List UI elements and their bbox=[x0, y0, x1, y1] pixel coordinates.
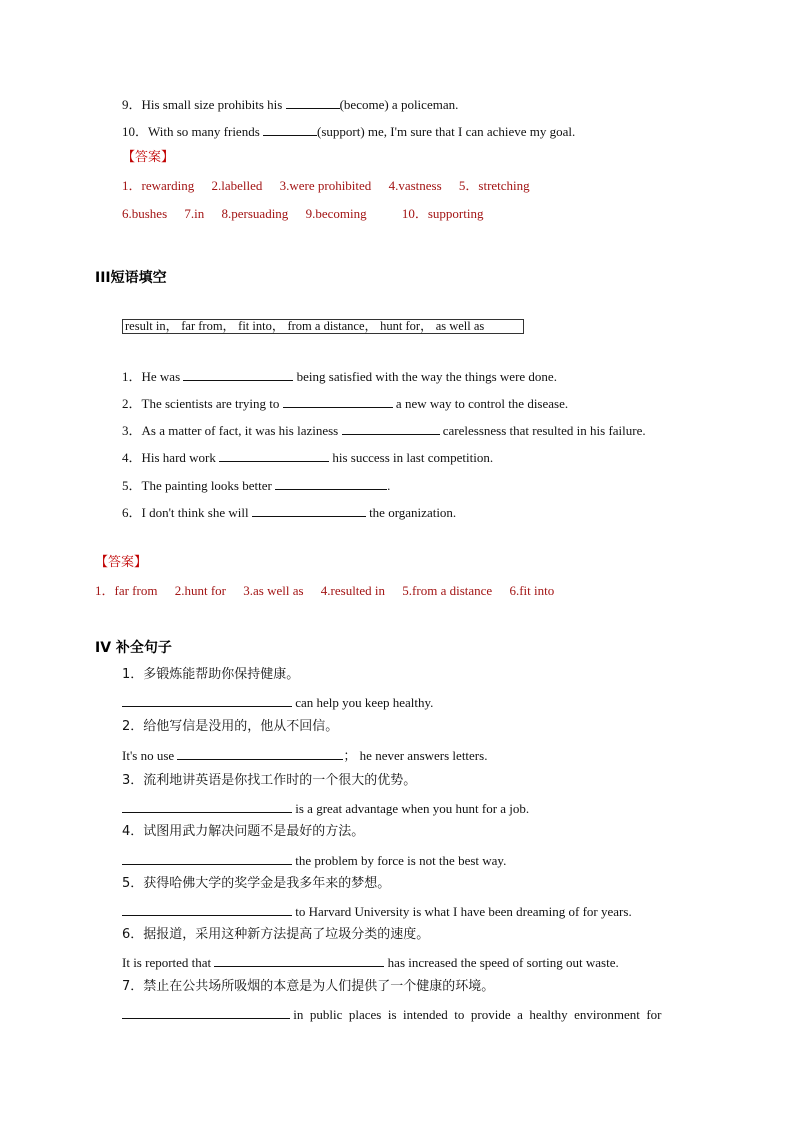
question-10: 10．With so many friends (support) me, I'm sure that I can achieve my goal. bbox=[122, 124, 576, 139]
answer-blank[interactable] bbox=[183, 368, 293, 381]
phrase-item-5: 5．The painting looks better . bbox=[122, 478, 391, 493]
phrase-item-1: 1．He was being satisfied with the way the things were done. bbox=[122, 369, 557, 384]
answer-blank[interactable] bbox=[263, 123, 317, 136]
answer-blank[interactable] bbox=[122, 694, 292, 707]
answer-row-1: 1．rewarding 2.labelled 3.were prohibited 4.vastness 5．stretching bbox=[122, 178, 530, 193]
sentence-answer-6: It is reported that has increased the speed of sorting out waste. bbox=[122, 955, 619, 970]
sentence-prompt-7: 7．禁止在公共场所吸烟的本意是为人们提供了一个健康的环境。 bbox=[122, 979, 495, 994]
sentence-prompt-5: 5．获得哈佛大学的奖学金是我多年来的梦想。 bbox=[122, 876, 391, 891]
answer-blank[interactable] bbox=[122, 903, 292, 916]
answer-blank[interactable] bbox=[122, 852, 292, 865]
sentence-prompt-3: 3．流利地讲英语是你找工作时的一个很大的优势。 bbox=[122, 773, 417, 788]
answer-blank[interactable] bbox=[275, 477, 387, 490]
sentence-answer-3: is a great advantage when you hunt for a job. bbox=[122, 800, 529, 817]
phrase-bank: result in， far from， fit into， from a distance， hunt for， as well as bbox=[122, 319, 524, 334]
answer-blank[interactable] bbox=[122, 1006, 290, 1019]
section-title-sentences: IV 补全句子 bbox=[95, 640, 172, 656]
section-title-phrases: III短语填空 bbox=[95, 270, 167, 286]
answer-blank[interactable] bbox=[342, 422, 440, 435]
sentence-answer-1: can help you keep healthy. bbox=[122, 694, 433, 711]
answer-header: 【答案】 bbox=[95, 555, 148, 570]
sentence-answer-2: It's no use ； he never answers letters. bbox=[122, 748, 488, 763]
answer-blank[interactable] bbox=[214, 954, 384, 967]
sentence-answer-4: the problem by force is not the best way. bbox=[122, 852, 506, 869]
sentence-answer-7: in public places is intended to provide a healthy environment for bbox=[122, 1006, 662, 1023]
answer-blank[interactable] bbox=[252, 504, 366, 517]
sentence-prompt-2: 2．给他写信是没用的，他从不回信。 bbox=[122, 719, 339, 734]
answer-header: 【答案】 bbox=[122, 150, 175, 165]
answer-blank[interactable] bbox=[122, 800, 292, 813]
answer-row-phrases: 1．far from 2.hunt for 3.as well as 4.resulted in 5.from a distance 6.fit into bbox=[95, 583, 555, 598]
answer-blank[interactable] bbox=[177, 747, 343, 760]
sentence-prompt-6: 6．据报道，采用这种新方法提高了垃圾分类的速度。 bbox=[122, 927, 430, 942]
answer-row-2: 6.bushes 7.in 8.persuading 9.becoming 10．supporting bbox=[122, 206, 484, 221]
phrase-item-3: 3．As a matter of fact, it was his laziness carelessness that resulted in his failure. bbox=[122, 423, 646, 438]
sentence-answer-5: to Harvard University is what I have been dreaming of for years. bbox=[122, 903, 632, 920]
sentence-prompt-1: 1．多锻炼能帮助你保持健康。 bbox=[122, 667, 300, 682]
phrase-item-6: 6．I don't think she will the organization. bbox=[122, 505, 457, 520]
question-9: 9．His small size prohibits his (become) a policeman. bbox=[122, 97, 459, 112]
answer-blank[interactable] bbox=[283, 395, 393, 408]
sentence-prompt-4: 4．试图用武力解决问题不是最好的方法。 bbox=[122, 824, 365, 839]
phrase-item-2: 2．The scientists are trying to a new way to control the disease. bbox=[122, 396, 569, 411]
phrase-item-4: 4．His hard work his success in last competition. bbox=[122, 450, 494, 465]
answer-blank[interactable] bbox=[219, 449, 329, 462]
answer-blank[interactable] bbox=[286, 96, 340, 109]
